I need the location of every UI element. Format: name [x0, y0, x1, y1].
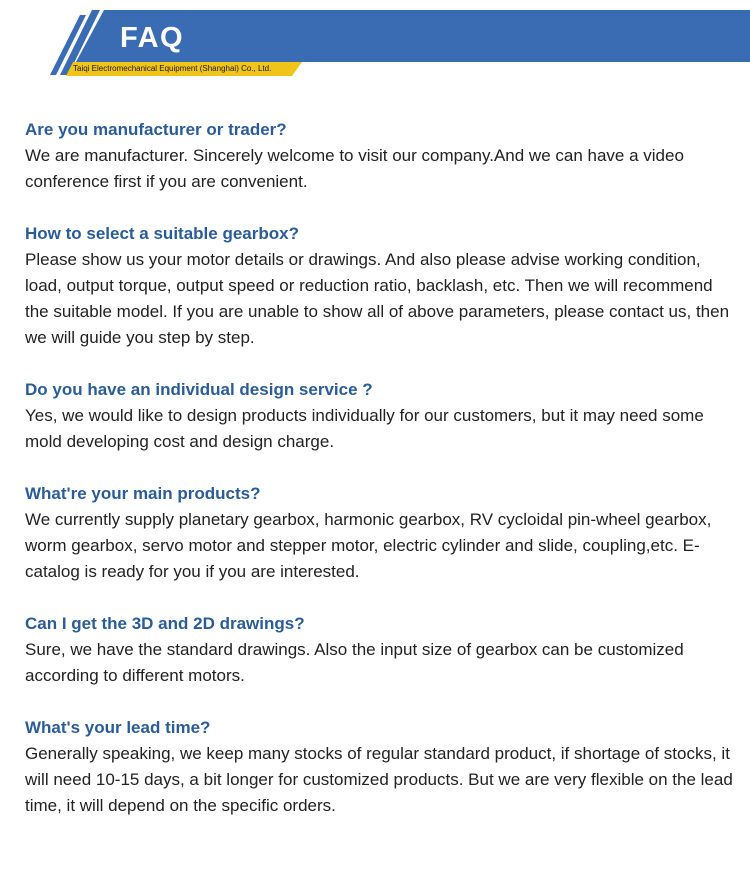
faq-item — [25, 611, 735, 689]
faq-answer: Generally speaking, we keep many stocks of regular standard product, if shortage of stocks, it will need 10-15 days, a bit longer for customized products. But we are very flexible on the lead time, it will depend on the specific orders. — [25, 744, 733, 815]
faq-item — [25, 117, 735, 195]
faq-item — [25, 221, 735, 351]
faq-question: Are you manufacturer or trader? — [25, 120, 287, 139]
faq-answer: Sure, we have the standard drawings. Also the input size of gearbox can be customized according to different motors. — [25, 640, 684, 685]
logo-text: TQG — [8, 3, 76, 36]
faq-question: Do you have an individual design service ? — [25, 380, 373, 399]
faq-item — [25, 481, 735, 585]
banner-background — [0, 0, 750, 90]
page-title: FAQ — [120, 22, 185, 54]
company-name: Taiqi Electromechanical Equipment (Shanghai) Co., Ltd. — [73, 64, 272, 73]
faq-item — [25, 377, 735, 455]
faq-answer: Please show us your motor details or drawings. And also please advise working condition, load, output torque, output speed or reduction ratio, backlash, etc. Then we will recommend the suitable model. If you are unable to show all of above parameters, please contact us, then we will guide you step by step. — [25, 250, 730, 347]
faq-answer: Yes, we would like to design products individually for our customers, but it may need some mold developing cost and design charge. — [25, 406, 704, 451]
faq-answer: We currently supply planetary gearbox, harmonic gearbox, RV cycloidal pin-wheel gearbox, worm gearbox, servo motor and stepper motor, electric cylinder and slide, coupling,etc. E-catalog is ready for you if you are interested. — [25, 510, 712, 581]
faq-question: What're your main products? — [25, 484, 261, 503]
faq-question: Can I get the 3D and 2D drawings? — [25, 614, 305, 633]
faq-list — [25, 117, 735, 845]
faq-question: How to select a suitable gearbox? — [25, 224, 299, 243]
faq-banner — [0, 0, 750, 90]
faq-item — [25, 715, 735, 819]
tqg-logo — [0, 0, 84, 36]
faq-answer: We are manufacturer. Sincerely welcome to visit our company.And we can have a video conference first if you are convenient. — [25, 146, 684, 191]
faq-question: What's your lead time? — [25, 718, 211, 737]
